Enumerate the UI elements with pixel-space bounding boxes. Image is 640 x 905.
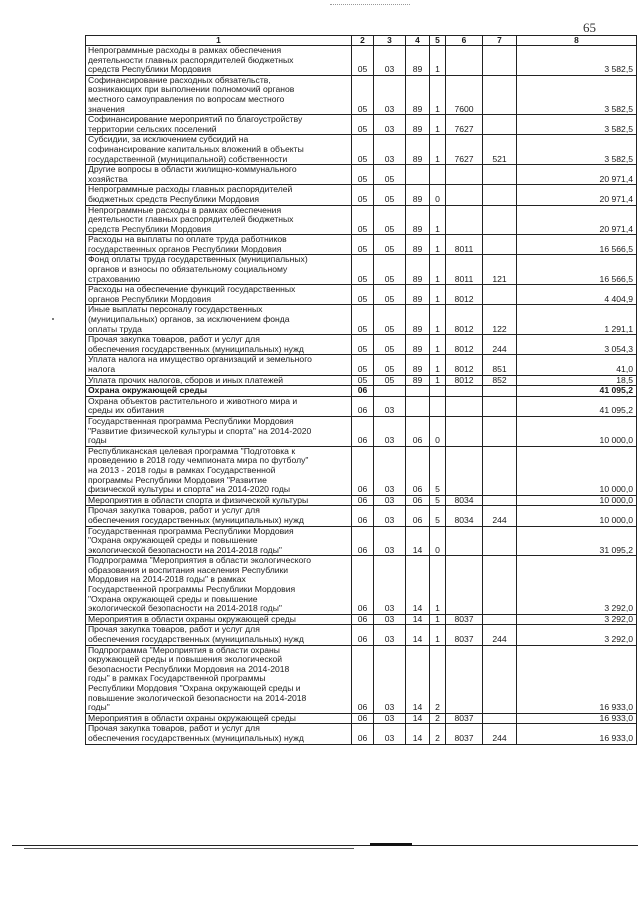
row-description: Непрограммные расходы в рамках обеспечения деятельности главных распорядителей бюджетных средств Республики Мордовия (86, 46, 352, 76)
row-subprogram (430, 386, 446, 397)
header-col-6: 6 (446, 36, 483, 46)
row-section: 06 (352, 614, 374, 625)
row-program: 14 (406, 614, 430, 625)
row-target-article (446, 205, 483, 235)
row-target-article: 8012 (446, 285, 483, 305)
table-row (86, 724, 637, 744)
header-col-3: 3 (374, 36, 406, 46)
footer-rule (12, 845, 638, 846)
row-subprogram: 1 (430, 375, 446, 386)
row-target-article: 8011 (446, 255, 483, 285)
row-amount: 41 095,2 (517, 396, 637, 416)
row-section: 05 (352, 185, 374, 205)
table-row (86, 235, 637, 255)
row-subprogram: 2 (430, 645, 446, 713)
row-program: 06 (406, 446, 430, 495)
row-program: 89 (406, 115, 430, 135)
row-subsection: 03 (374, 526, 406, 556)
row-program (406, 396, 430, 416)
row-amount: 3 582,5 (517, 115, 637, 135)
row-subprogram: 0 (430, 185, 446, 205)
row-expense-type: 244 (483, 625, 517, 645)
row-subsection: 03 (374, 556, 406, 615)
row-target-article: 8012 (446, 305, 483, 335)
row-program: 89 (406, 185, 430, 205)
row-target-article (446, 185, 483, 205)
row-expense-type (483, 446, 517, 495)
row-subsection (374, 386, 406, 397)
row-program: 89 (406, 355, 430, 375)
row-program: 89 (406, 205, 430, 235)
row-target-article: 8034 (446, 495, 483, 506)
row-section: 05 (352, 285, 374, 305)
table-row (86, 396, 637, 416)
row-section: 06 (352, 416, 374, 446)
row-amount: 3 292,0 (517, 625, 637, 645)
row-amount: 3 582,5 (517, 46, 637, 76)
table-row (86, 556, 637, 615)
row-target-article: 8037 (446, 625, 483, 645)
row-program: 14 (406, 645, 430, 713)
row-description: Расходы на обеспечение функций государственных органов Республики Мордовия (86, 285, 352, 305)
row-amount: 31 095,2 (517, 526, 637, 556)
row-subprogram: 0 (430, 526, 446, 556)
table-row (86, 46, 637, 76)
row-amount: 10 000,0 (517, 506, 637, 526)
row-program: 89 (406, 235, 430, 255)
footer-rule-secondary (24, 848, 354, 849)
row-amount: 20 971,4 (517, 185, 637, 205)
table-row (86, 416, 637, 446)
header-col-4: 4 (406, 36, 430, 46)
row-section: 05 (352, 255, 374, 285)
row-program (406, 165, 430, 185)
row-description: Подпрограмма "Мероприятия в области охраны окружающей среды и повышения экологической безопасности Республики Мордовия на 2014-2018 годы" в рамках Государственной программы Республики Мордовия "Охрана окружающей среды и повышение экологической безопасности на 2014-2018 годы" (86, 645, 352, 713)
row-target-article: 7600 (446, 75, 483, 114)
page-number: 65 (583, 20, 596, 35)
row-amount: 4 404,9 (517, 285, 637, 305)
footer-rule-mark (370, 843, 412, 846)
row-section: 06 (352, 506, 374, 526)
row-description: Софинансирование мероприятий по благоустройству территории сельских поселений (86, 115, 352, 135)
row-amount: 10 000,0 (517, 446, 637, 495)
row-subsection: 03 (374, 115, 406, 135)
row-expense-type (483, 556, 517, 615)
row-target-article (446, 165, 483, 185)
row-subprogram: 0 (430, 416, 446, 446)
row-expense-type (483, 645, 517, 713)
row-program: 89 (406, 135, 430, 165)
row-program: 89 (406, 305, 430, 335)
row-subprogram: 2 (430, 713, 446, 724)
row-amount: 3 582,5 (517, 75, 637, 114)
row-section: 06 (352, 625, 374, 645)
row-expense-type: 521 (483, 135, 517, 165)
table-body (86, 46, 637, 745)
row-amount: 16 933,0 (517, 713, 637, 724)
table-row (86, 305, 637, 335)
row-description: Мероприятия в области охраны окружающей среды (86, 614, 352, 625)
row-subsection: 03 (374, 506, 406, 526)
header-col-2: 2 (352, 36, 374, 46)
row-expense-type (483, 165, 517, 185)
row-program: 14 (406, 556, 430, 615)
row-description: Субсидии, за исключением субсидий на софинансирование капитальных вложений в объекты государственной (муниципальной) собственности (86, 135, 352, 165)
table-row (86, 255, 637, 285)
row-expense-type (483, 495, 517, 506)
row-subsection: 05 (374, 205, 406, 235)
row-program: 89 (406, 335, 430, 355)
row-subprogram: 1 (430, 46, 446, 76)
row-subsection: 03 (374, 614, 406, 625)
row-subsection: 03 (374, 46, 406, 76)
row-amount: 1 291,1 (517, 305, 637, 335)
row-subprogram: 1 (430, 614, 446, 625)
row-description: Охрана окружающей среды (86, 386, 352, 397)
row-subsection: 03 (374, 135, 406, 165)
row-program: 89 (406, 375, 430, 386)
table-row (86, 495, 637, 506)
row-subprogram: 1 (430, 115, 446, 135)
row-section: 05 (352, 355, 374, 375)
row-section: 05 (352, 335, 374, 355)
table-row (86, 375, 637, 386)
row-subsection: 05 (374, 255, 406, 285)
table-row (86, 135, 637, 165)
row-program: 14 (406, 724, 430, 744)
row-expense-type: 244 (483, 724, 517, 744)
row-section: 06 (352, 526, 374, 556)
row-description: Непрограммные расходы в рамках обеспечения деятельности главных распорядителей бюджетных средств Республики Мордовия (86, 205, 352, 235)
row-expense-type (483, 205, 517, 235)
table-row (86, 185, 637, 205)
row-amount: 16 566,5 (517, 235, 637, 255)
table-row (86, 205, 637, 235)
row-section: 05 (352, 115, 374, 135)
row-expense-type (483, 713, 517, 724)
row-section: 05 (352, 75, 374, 114)
row-description: Прочая закупка товаров, работ и услуг для обеспечения государственных (муниципальных) нужд (86, 506, 352, 526)
row-subsection: 05 (374, 165, 406, 185)
row-subsection: 03 (374, 495, 406, 506)
row-description: Непрограммные расходы главных распорядителей бюджетных средств Республики Мордовия (86, 185, 352, 205)
row-subsection: 05 (374, 285, 406, 305)
row-subprogram: 1 (430, 305, 446, 335)
row-expense-type: 244 (483, 506, 517, 526)
row-amount: 10 000,0 (517, 495, 637, 506)
row-program: 89 (406, 46, 430, 76)
table-row (86, 506, 637, 526)
table-row (86, 285, 637, 305)
row-description: Мероприятия в области спорта и физической культуры (86, 495, 352, 506)
row-section: 06 (352, 446, 374, 495)
row-description: Софинансирование расходных обязательств, возникающих при выполнении полномочий органов местного самоуправления по вопросам местного значения (86, 75, 352, 114)
row-description: Уплата налога на имущество организаций и земельного налога (86, 355, 352, 375)
row-target-article: 8012 (446, 375, 483, 386)
row-amount: 16 566,5 (517, 255, 637, 285)
row-description: Подпрограмма "Мероприятия в области экологического образования и воспитания населения Республики Мордовия на 2014-2018 годы" в рамках Государственной программы Республики Мордовия "Охрана окружающей среды и повышение экологической безопасности на 2014-2018 годы" (86, 556, 352, 615)
row-section: 05 (352, 305, 374, 335)
row-subprogram: 1 (430, 625, 446, 645)
row-subprogram: 1 (430, 75, 446, 114)
table-row (86, 165, 637, 185)
row-subsection: 03 (374, 416, 406, 446)
row-description: Государственная программа Республики Мордовия "Охрана окружающей среды и повышение экологической безопасности на 2014-2018 годы" (86, 526, 352, 556)
row-amount: 3 582,5 (517, 135, 637, 165)
row-target-article (446, 556, 483, 615)
table-row (86, 115, 637, 135)
table-row (86, 386, 637, 397)
row-subsection: 03 (374, 75, 406, 114)
row-section: 06 (352, 396, 374, 416)
row-amount: 3 292,0 (517, 614, 637, 625)
row-description: Охрана объектов растительного и животного мира и среды их обитания (86, 396, 352, 416)
table-row (86, 335, 637, 355)
row-description: Иные выплаты персоналу государственных (муниципальных) органов, за исключением фонда оплаты труда (86, 305, 352, 335)
row-target-article: 8011 (446, 235, 483, 255)
row-target-article: 8037 (446, 614, 483, 625)
row-subsection: 03 (374, 724, 406, 744)
row-section: 06 (352, 556, 374, 615)
row-target-article: 7627 (446, 135, 483, 165)
row-subsection: 05 (374, 185, 406, 205)
row-expense-type: 852 (483, 375, 517, 386)
row-expense-type (483, 285, 517, 305)
row-section: 06 (352, 713, 374, 724)
header-col-7: 7 (483, 36, 517, 46)
row-target-article: 8012 (446, 355, 483, 375)
row-amount: 41 095,2 (517, 386, 637, 397)
row-expense-type (483, 75, 517, 114)
row-subprogram: 5 (430, 506, 446, 526)
row-program: 06 (406, 495, 430, 506)
row-section: 05 (352, 165, 374, 185)
row-description: Мероприятия в области охраны окружающей среды (86, 713, 352, 724)
row-subsection: 05 (374, 355, 406, 375)
row-program: 89 (406, 75, 430, 114)
row-expense-type: 244 (483, 335, 517, 355)
row-section: 06 (352, 645, 374, 713)
row-section: 05 (352, 46, 374, 76)
row-subprogram: 1 (430, 255, 446, 285)
row-expense-type (483, 416, 517, 446)
row-subprogram: 1 (430, 355, 446, 375)
row-subsection: 03 (374, 625, 406, 645)
row-subsection: 03 (374, 396, 406, 416)
row-subprogram: 1 (430, 335, 446, 355)
header-col-5: 5 (430, 36, 446, 46)
row-subprogram (430, 396, 446, 416)
row-subprogram: 1 (430, 235, 446, 255)
row-amount: 3 054,3 (517, 335, 637, 355)
row-amount: 16 933,0 (517, 724, 637, 744)
table-row (86, 625, 637, 645)
row-description: Прочая закупка товаров, работ и услуг для обеспечения государственных (муниципальных) нужд (86, 335, 352, 355)
row-amount: 41,0 (517, 355, 637, 375)
row-description: Прочая закупка товаров, работ и услуг для обеспечения государственных (муниципальных) нужд (86, 625, 352, 645)
row-subprogram: 1 (430, 556, 446, 615)
row-target-article (446, 526, 483, 556)
row-program: 89 (406, 285, 430, 305)
table-row (86, 713, 637, 724)
row-program: 89 (406, 255, 430, 285)
row-amount: 16 933,0 (517, 645, 637, 713)
row-section: 06 (352, 495, 374, 506)
row-subprogram: 1 (430, 205, 446, 235)
row-description: Фонд оплаты труда государственных (муниципальных) органов и взносы по обязательному социальному страхованию (86, 255, 352, 285)
row-amount: 3 292,0 (517, 556, 637, 615)
header-col-1: 1 (86, 36, 352, 46)
row-expense-type: 121 (483, 255, 517, 285)
scan-dot (52, 318, 54, 320)
row-subsection: 05 (374, 375, 406, 386)
row-amount: 20 971,4 (517, 165, 637, 185)
row-program: 06 (406, 416, 430, 446)
row-program: 14 (406, 625, 430, 645)
row-target-article (446, 416, 483, 446)
row-amount: 20 971,4 (517, 205, 637, 235)
row-expense-type (483, 396, 517, 416)
row-subsection: 05 (374, 235, 406, 255)
row-subsection: 03 (374, 645, 406, 713)
row-amount: 10 000,0 (517, 416, 637, 446)
row-subprogram: 5 (430, 446, 446, 495)
row-subprogram: 5 (430, 495, 446, 506)
table-row (86, 355, 637, 375)
row-program: 14 (406, 713, 430, 724)
row-subsection: 05 (374, 335, 406, 355)
table-row (86, 614, 637, 625)
row-subsection: 05 (374, 305, 406, 335)
row-description: Государственная программа Республики Мордовия "Развитие физической культуры и спорта" на 2014-2020 годы (86, 416, 352, 446)
row-subsection: 03 (374, 446, 406, 495)
row-description: Расходы на выплаты по оплате труда работников государственных органов Республики Мордовия (86, 235, 352, 255)
row-subprogram (430, 165, 446, 185)
table-row (86, 75, 637, 114)
row-subprogram: 2 (430, 724, 446, 744)
row-section: 06 (352, 386, 374, 397)
row-program: 14 (406, 526, 430, 556)
row-subsection: 03 (374, 713, 406, 724)
row-description: Другие вопросы в области жилищно-коммунального хозяйства (86, 165, 352, 185)
table-row (86, 526, 637, 556)
table-row (86, 645, 637, 713)
row-expense-type: 851 (483, 355, 517, 375)
row-program (406, 386, 430, 397)
row-target-article: 8037 (446, 713, 483, 724)
row-subprogram: 1 (430, 285, 446, 305)
scan-artifact-top (330, 4, 410, 6)
row-expense-type (483, 115, 517, 135)
budget-table (85, 35, 637, 745)
row-section: 05 (352, 375, 374, 386)
row-description: Уплата прочих налогов, сборов и иных платежей (86, 375, 352, 386)
row-target-article: 7627 (446, 115, 483, 135)
row-target-article: 8037 (446, 724, 483, 744)
row-target-article (446, 396, 483, 416)
row-description: Республиканская целевая программа "Подготовка к проведению в 2018 году чемпионата мира по футболу" на 2013 - 2018 годы в рамках Государственной программы Республики Мордовия "Развитие физической культуры и спорта" на 2014-2020 годы (86, 446, 352, 495)
row-section: 05 (352, 205, 374, 235)
row-expense-type (483, 46, 517, 76)
row-target-article (446, 46, 483, 76)
row-target-article (446, 446, 483, 495)
table-row (86, 446, 637, 495)
table-header-row (86, 36, 637, 46)
row-target-article: 8034 (446, 506, 483, 526)
row-target-article: 8012 (446, 335, 483, 355)
row-subprogram: 1 (430, 135, 446, 165)
row-expense-type (483, 526, 517, 556)
row-description: Прочая закупка товаров, работ и услуг для обеспечения государственных (муниципальных) нужд (86, 724, 352, 744)
row-expense-type (483, 386, 517, 397)
row-section: 05 (352, 135, 374, 165)
row-expense-type (483, 235, 517, 255)
row-expense-type (483, 614, 517, 625)
row-section: 06 (352, 724, 374, 744)
header-col-8: 8 (517, 36, 637, 46)
row-target-article (446, 386, 483, 397)
row-section: 05 (352, 235, 374, 255)
row-expense-type (483, 185, 517, 205)
row-target-article (446, 645, 483, 713)
row-program: 06 (406, 506, 430, 526)
row-amount: 18,5 (517, 375, 637, 386)
row-expense-type: 122 (483, 305, 517, 335)
